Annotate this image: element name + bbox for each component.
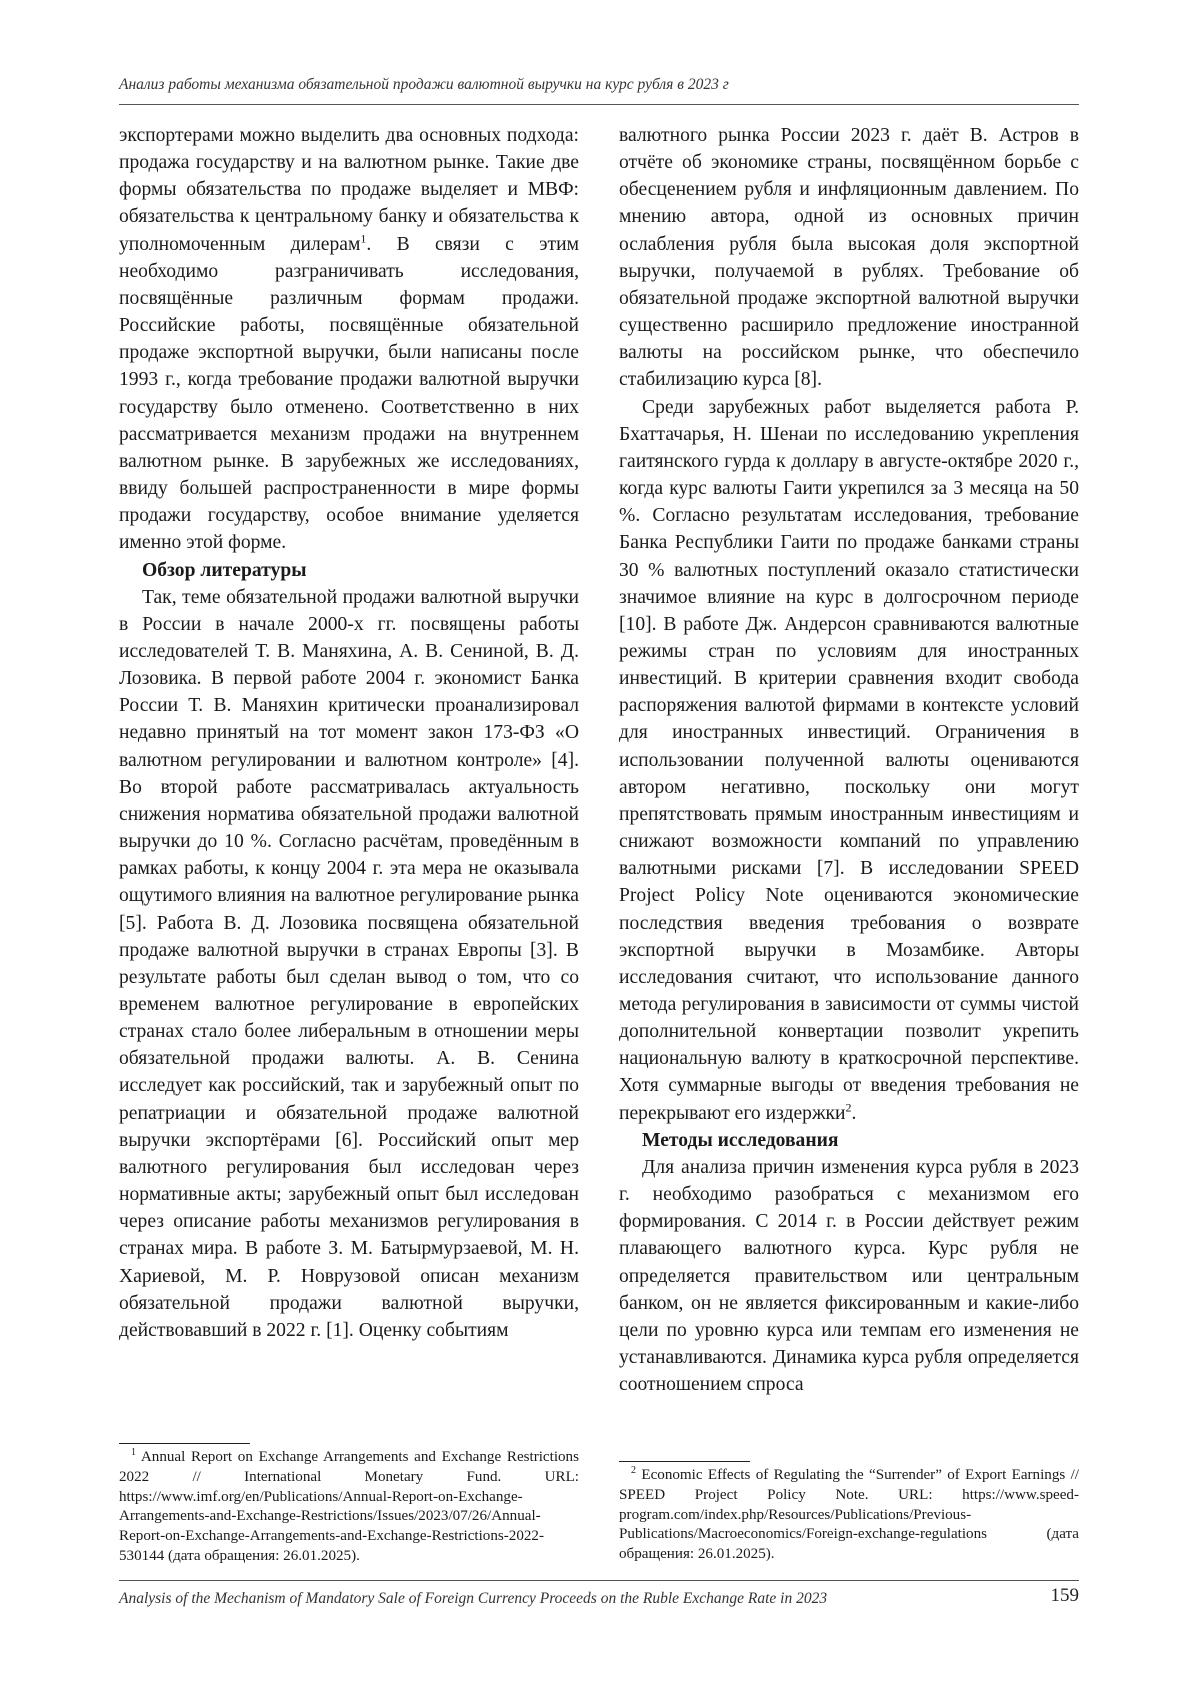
right-column xyxy=(619,122,1079,1458)
footnote-divider xyxy=(619,1461,750,1462)
footnote-text xyxy=(119,1448,579,1567)
footnote-1 xyxy=(119,1448,579,1567)
paragraph xyxy=(619,394,1079,1127)
footnote-ref[interactable]: 1 xyxy=(360,231,367,246)
footer-divider xyxy=(119,1580,1079,1581)
paragraph-text: Среди зарубежных работ выделяется работа Р. Бхаттачарья, Н. Шенаи по исследованию укрепления гаитянского гурда к доллару в августе-октябре 2020 г., когда курс валюты Гаити укрепился за 3 месяца на 50 %. Согласно результатам исследования, требование Банка Республики Гаити по продаже банками страны 30 % валютных поступлений оказало статистически значимое влияние на курс в долгосрочном периоде [10]. В работе Дж. Андерсон сравниваются валютные режимы стран по условиям для иностранных инвестиций. В критерии сравнения входит свобода распоряжения валютой фирмами в контексте условий для иностранных инвестиций. Ограничения в использовании полученной валюты оцениваются автором негативно, поскольку они могут препятствовать прямым иностранным инвестициям и снижают возможности компаний по управлению валютными рисками [7]. В исследовании SPEED Project Policy Note оцениваются экономические последствия введения требования о возврате экспортной выручки в Мозамбике. Авторы исследования считают, что использование данного метода регулирования в зависимости от суммы чистой дополнительной конвертации позволит укрепить национальную валюту в краткосрочной перспективе. Хотя суммарные выгоды от введения требования не перекрывают его издержки xyxy=(619,396,1079,1124)
paragraph-text: . xyxy=(851,1102,857,1124)
footnote-body: Economic Effects of Regulating the “Surrender” of Export Earnings // SPEED Project Policy Note. URL: https://www.speed-program.com/index.php/Resources/Publications/Previous-Publications/Macroeconomics/Foreign-exchange-regulations (дата обращения: 26.01.2025). xyxy=(619,1467,1079,1563)
footnote-mark: 1 xyxy=(131,1446,136,1458)
paragraph: Для анализа причин изменения курса рубля в 2023 г. необходимо разобраться с механизмом его формирования. С 2014 г. в России действует режим плавающего валютного курса. Курс рубля не определяется правительством или центральным банком, он не является фиксированным и какие-либо цели по уровню курса или темпам его изменения не устанавливаются. Динамика курса рубля определяется соотношением спроса xyxy=(619,1156,1079,1396)
footnote-2 xyxy=(619,1466,1079,1565)
footnote-mark: 2 xyxy=(631,1464,636,1476)
paragraph-text: экспортерами можно выделить два основных подхода: продажа государству и на валютном рынке. Такие две формы обязательства по продаже выделяет и МВФ: обязательства к центральному банку и обязательства к уполномоченным дилерам xyxy=(119,125,579,255)
paragraph: Так, теме обязательной продажи валютной выручки в России в начале 2000-х гг. посвящены работы исследователей Т. В. Маняхина, А. В. Сениной, В. Д. Лозовика. В первой работе 2004 г. экономист Банка России Т. В. Маняхин критически проанализировал недавно принятый на тот момент закон 173-ФЗ «О валютном регулировании и валютном контроле» [4]. Во второй работе рассматривалась актуальность снижения норматива обязательной продажи валютной выручки до 10 %. Согласно расчётам, проведённым в рамках работы, к концу 2004 г. эта мера не оказывала ощутимого влияния на валютное регулирование рынка [5]. Работа В. Д. Лозовика посвящена обязательной продаже валютной выручки в странах Европы [3]. В результате работы был сделан вывод о том, что со временем валютное регулирование в европейских странах стало более либеральным в отношении меры обязательной продажи валюты. А. В. Сенина исследует как российский, так и зарубежный опыт по репатриации и обязательной продаже валютной выручки экспортёрами [6]. Российский опыт мер валютного регулирования был исследован через нормативные акты; зарубежный опыт был исследован через описание работы механизмов регулирования в странах мира. В работе З. М. Батырмурзаевой, М. Н. Хариевой, М. Р. Новрузовой описан механизм обязательной продажи валютной выручки, действовавший в 2022 г. [1]. Оценку событиям xyxy=(119,586,579,1341)
section-heading-literature-review: Обзор литературы xyxy=(142,559,307,581)
section-heading-methods: Методы исследования xyxy=(642,1129,839,1151)
paragraph-text: . В связи с этим необходимо разграничивать исследования, посвящённые различным формам продажи. Российские работы, посвящённые обязательной продаже экспортной выручки, были написаны после 1993 г., когда требование продажи валютной выручки государству было отменено. Соответственно в них рассматривается механизм продажи на внутреннем валютном рынке. В зарубежных же исследованиях, ввиду большей распространенности в мире формы продажи государству, особое внимание уделяется именно этой форме. xyxy=(119,233,579,554)
paragraph: валютного рынка России 2023 г. даёт В. Астров в отчёте об экономике страны, посвящённом борьбе с обесценением рубля и инфляционным давлением. По мнению автора, одной из основных причин ослабления рубля была высокая доля экспортной выручки, получаемой в рублях. Требование об обязательной продаже экспортной валютной выручки существенно расширило предложение иностранной валюты на российском рынке, что обеспечило стабилизацию курса [8]. xyxy=(619,125,1079,391)
footer-english-title: Analysis of the Mechanism of Mandatory Sale of Foreign Currency Proceeds on the Ruble Exchange Rate in 2023 xyxy=(119,1590,828,1607)
running-title: Анализ работы механизма обязательной продажи валютной выручки на курс рубля в 2023 г xyxy=(119,76,729,93)
header-divider xyxy=(119,104,1079,105)
page-number: 159 xyxy=(1050,1585,1079,1606)
footnote-text xyxy=(619,1466,1079,1565)
footnote-ref[interactable]: 2 xyxy=(845,1100,852,1115)
footnote-divider xyxy=(119,1443,250,1444)
paragraph xyxy=(119,122,579,557)
left-column xyxy=(119,122,579,1440)
footnote-body: Annual Report on Exchange Arrangements and Exchange Restrictions 2022 // International Monetary Fund. URL: https://www.imf.org/en/Publications/Annual-Report-on-Exchange-Arrangements-and-Exchange-Restrictions/Issues/2023/07/26/Annual-Report-on-Exchange-Arrangements-and-Exchange-Restrictions-2022-530144 (дата обращения: 26.01.2025). xyxy=(119,1449,579,1564)
